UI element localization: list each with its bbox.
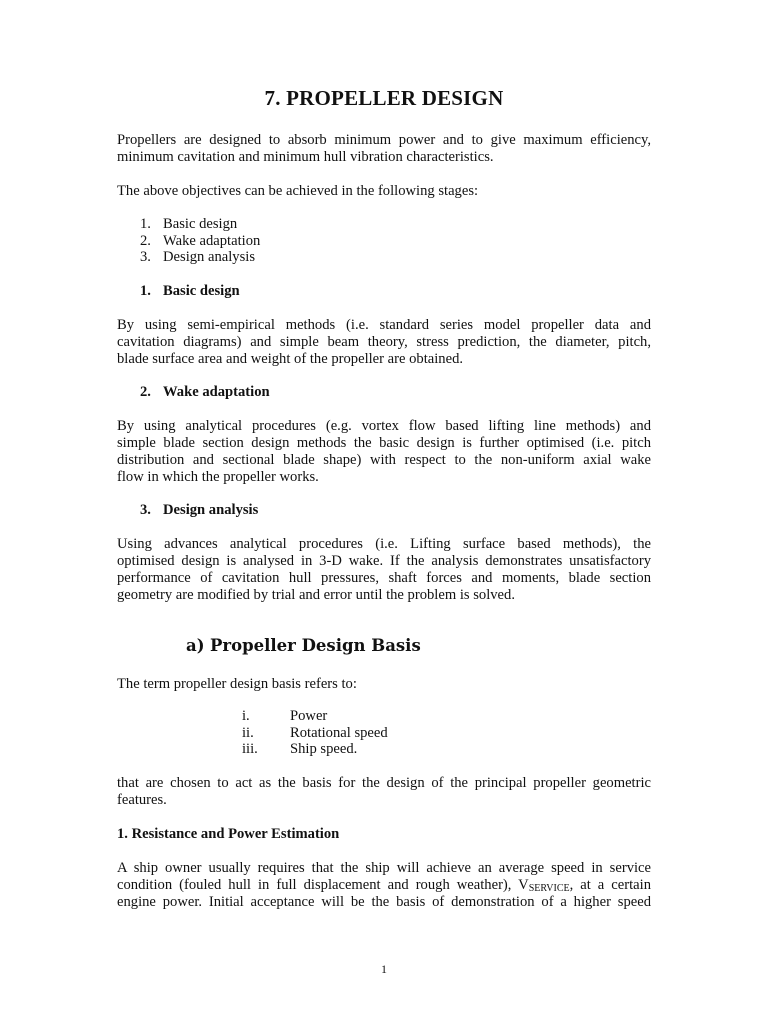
text-line: flow in which the propeller works. [117, 469, 319, 485]
list-number: 2. [140, 232, 151, 249]
list-item [140, 233, 260, 250]
text-line: performance of cavitation hull pressures, shaft forces and moments, blade section [117, 570, 651, 586]
text-line: minimum cavitation and minimum hull vibration characteristics. [117, 149, 494, 165]
list-label: Design analysis [163, 249, 256, 265]
list-number: iii. [242, 741, 258, 757]
text-line: distribution and sectional blade shape) with respect to the non-uniform axial wake [117, 452, 651, 468]
intro-paragraph [117, 132, 651, 166]
text-line: A ship owner usually requires that the ship will achieve an average speed in service [117, 860, 651, 876]
text-fragment: , at a certain [569, 877, 651, 893]
list-label: Power [290, 708, 328, 724]
list-label: Rotational speed [290, 724, 388, 741]
basic-design-paragraph [117, 317, 651, 368]
heading-number: 3. [140, 502, 151, 518]
page-title: 7. PROPELLER DESIGN [264, 86, 504, 110]
design-analysis-heading [140, 502, 258, 519]
design-basis-list [242, 708, 388, 758]
list-item [242, 708, 388, 725]
resistance-paragraph [117, 860, 651, 911]
objectives-sentence [117, 183, 651, 200]
heading-number: 2. [140, 384, 151, 400]
heading-label: Design analysis [163, 502, 259, 518]
list-label: Basic design [163, 216, 238, 232]
heading-label: Basic design [163, 283, 240, 299]
text-line: By using analytical procedures (e.g. vortex flow based lifting line methods) and [117, 418, 651, 434]
wake-adaptation-paragraph [117, 418, 651, 486]
text-line: geometry are modified by trial and error until the problem is solved. [117, 587, 515, 603]
text-line: The above objectives can be achieved in the following stages: [117, 183, 479, 199]
heading-number: 1. [140, 283, 151, 299]
list-number: 1. [140, 216, 151, 232]
text-line: Propellers are designed to absorb minimum power and to give maximum efficiency, [117, 132, 651, 148]
design-analysis-paragraph [117, 536, 651, 604]
page-number: 1 [381, 962, 387, 976]
list-number: 3. [140, 249, 151, 265]
subscript-service: SERVICE [528, 883, 570, 894]
text-fragment: condition (fouled hull in full displacement and rough weather), V [117, 877, 529, 893]
resistance-heading: 1. Resistance and Power Estimation [117, 826, 340, 842]
text-line: optimised design is analysed in 3-D wake. If the analysis demonstrates unsatisfactory [117, 553, 651, 569]
list-label: Ship speed. [290, 741, 358, 757]
list-item [140, 216, 260, 233]
heading-number: a) [186, 636, 205, 655]
text-line: engine power. Initial acceptance will be the basis of demonstration of a higher speed [117, 894, 651, 910]
heading-label: Propeller Design Basis [210, 636, 421, 655]
wake-adaptation-heading [140, 384, 270, 401]
text-line: that are chosen to act as the basis for the design of the principal propeller geometric [117, 775, 651, 791]
text-line: The term propeller design basis refers to: [117, 676, 357, 692]
heading-label: Wake adaptation [163, 384, 270, 400]
list-item [140, 249, 260, 266]
text-line [117, 877, 651, 894]
text-line: cavitation diagrams) and simple beam theory, stress prediction, the diameter, pitch, [117, 334, 651, 350]
text-line: By using semi-empirical methods (i.e. standard series model propeller data and [117, 317, 651, 333]
list-number: ii. [242, 724, 254, 741]
list-item [242, 741, 388, 758]
section-a-heading [186, 636, 421, 655]
list-item [242, 725, 388, 742]
text-line: blade surface area and weight of the propeller are obtained. [117, 351, 464, 367]
text-line: simple blade section design methods the basic design is further optimised (i.e. pitch [117, 435, 651, 451]
basis-conclusion-paragraph [117, 775, 651, 809]
text-line: features. [117, 792, 167, 808]
list-number: i. [242, 708, 250, 724]
list-label: Wake adaptation [163, 232, 261, 249]
design-basis-sentence [117, 676, 651, 693]
basic-design-heading [140, 283, 240, 300]
stages-list [140, 216, 260, 266]
text-line: Using advances analytical procedures (i.e. Lifting surface based methods), the [117, 536, 651, 552]
